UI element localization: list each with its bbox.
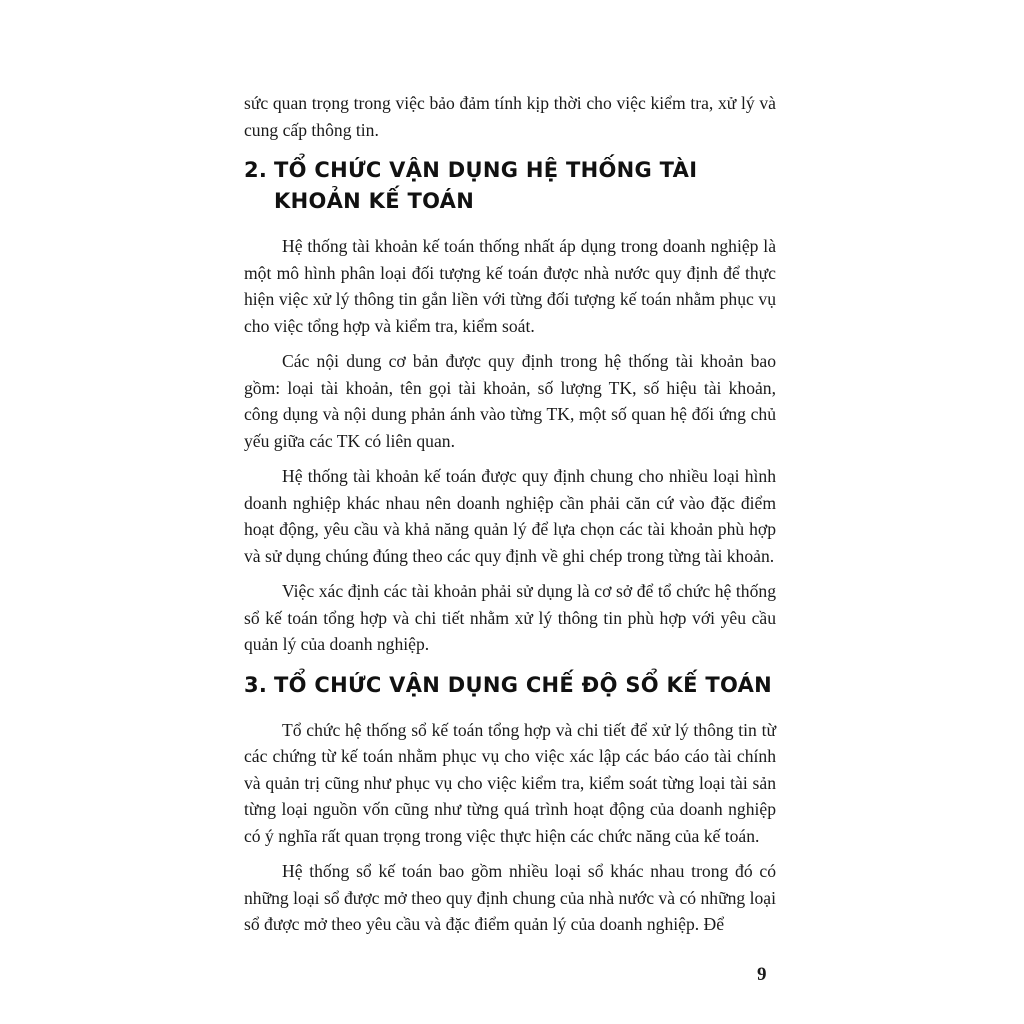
section-2-paragraph-3: Hệ thống tài khoản kế toán được quy định chung cho nhiều loại hình doanh nghiệp khác nhau nên doanh nghiệp cần phải căn cứ vào đặc điểm hoạt động, yêu cầu và khả năng quản lý để lựa chọn các tài khoản phù hợp và sử dụng chúng đúng theo các quy định về ghi chép trong từng tài khoản. [244, 466, 776, 566]
section-2-paragraph-1: Hệ thống tài khoản kế toán thống nhất áp dụng trong doanh nghiệp là một mô hình phân loại đối tượng kế toán được nhà nước quy định để thực hiện việc xử lý thông tin gắn liền với từng đối tượng kế toán nhằm phục vụ cho việc tổng hợp và kiểm tra, kiểm soát. [244, 236, 776, 336]
section-3-paragraph-1: Tổ chức hệ thống sổ kế toán tổng hợp và chi tiết để xử lý thông tin từ các chứng từ kế toán nhằm phục vụ cho việc xác lập các báo cáo tài chính và quản trị cũng như phục vụ cho việc kiểm tra, kiểm soát từng loại tài sản từng loại nguồn vốn cũng như từng quá trình hoạt động của doanh nghiệp có ý nghĩa rất quan trọng trong việc thực hiện các chức năng của kế toán. [244, 719, 776, 846]
section-2-heading [244, 155, 776, 217]
section-3-title: TỔ CHỨC VẬN DỤNG CHẾ ĐỘ SỔ KẾ TOÁN [274, 672, 772, 697]
section-2-paragraph-2: Các nội dung cơ bản được quy định trong hệ thống tài khoản bao gồm: loại tài khoản, tên gọi tài khoản, số lượng TK, số hiệu tài khoản, công dụng và nội dung phản ánh vào từng TK, một số quan hệ đối ứng chủ yếu giữa các TK có liên quan. [244, 351, 776, 451]
section-3-heading [244, 670, 776, 701]
section-3-paragraph-2: Hệ thống sổ kế toán bao gồm nhiều loại sổ khác nhau trong đó có những loại sổ được mở theo quy định chung của nhà nước và có những loại sổ được mở theo yêu cầu và đặc điểm quản lý của doanh nghiệp. Để [244, 861, 776, 934]
section-2-number: 2. [244, 158, 268, 182]
section-3-number: 3. [244, 672, 268, 697]
section-2-paragraph-4: Việc xác định các tài khoản phải sử dụng là cơ sở để tổ chức hệ thống sổ kế toán tổng hợp và chi tiết nhằm xử lý thông tin phù hợp với yêu cầu quản lý của doanh nghiệp. [244, 581, 776, 654]
paragraph-intro: sức quan trọng trong việc bảo đảm tính kịp thời cho việc kiểm tra, xử lý và cung cấp thông tin. [244, 93, 776, 140]
section-2-title: TỔ CHỨC VẬN DỤNG HỆ THỐNG TÀI KHOẢN KẾ TOÁN [274, 158, 698, 213]
page-body [244, 90, 776, 947]
page-number: 9 [757, 964, 767, 985]
